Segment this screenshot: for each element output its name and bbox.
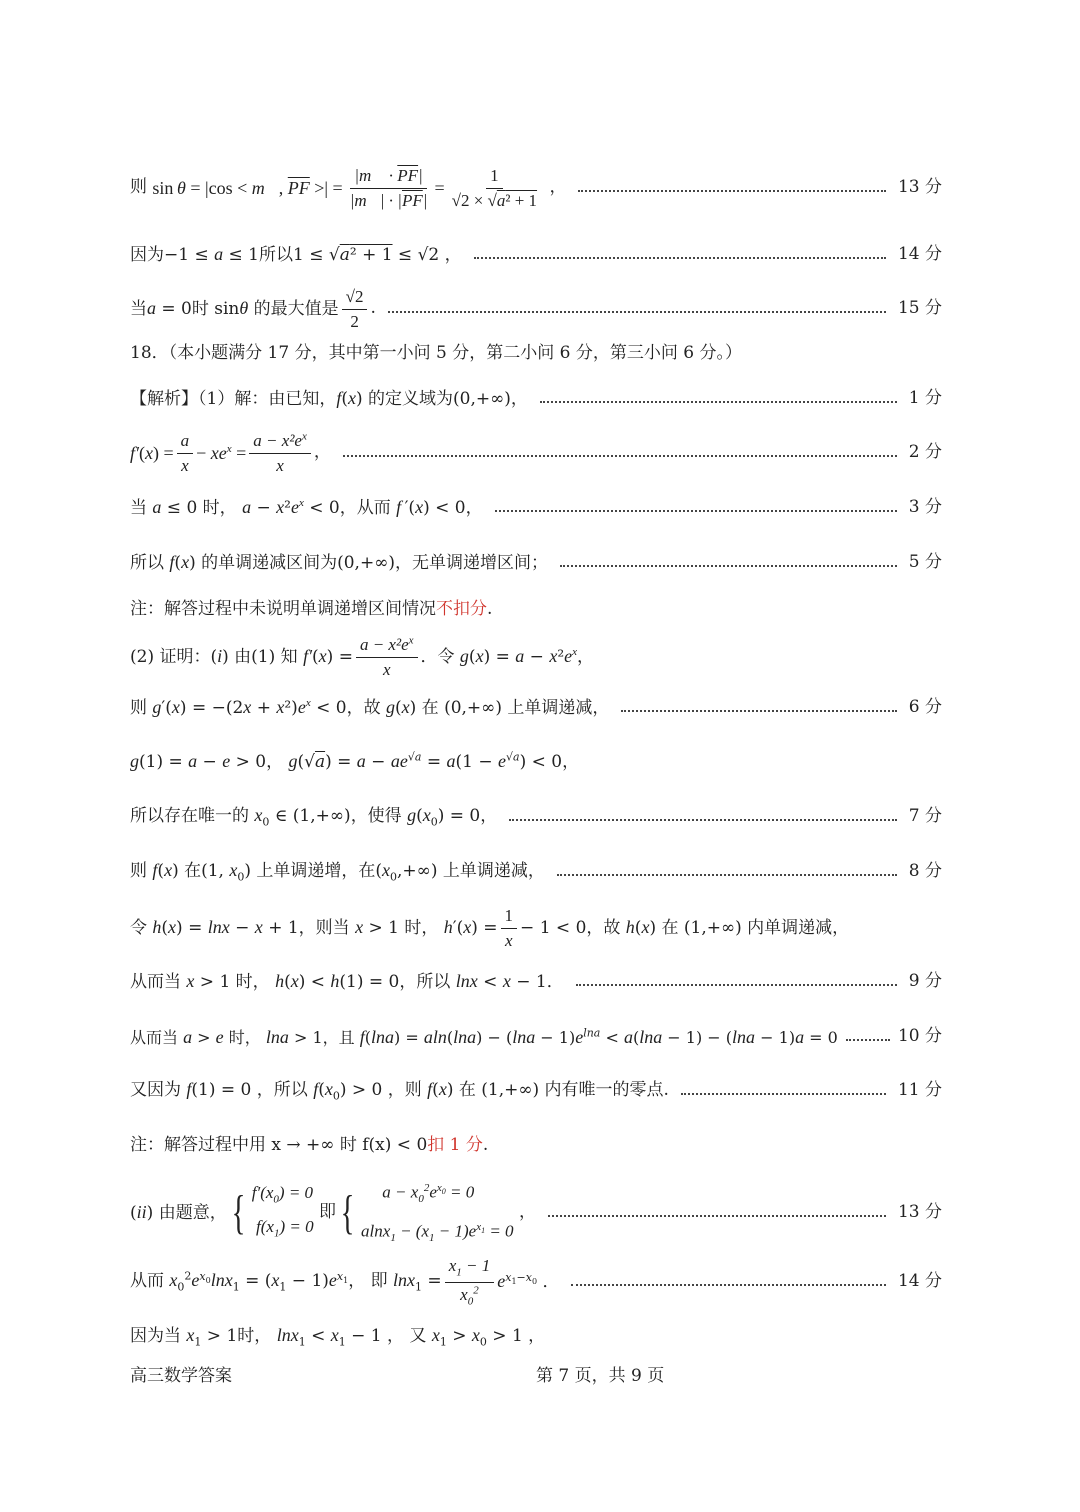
solution-line-6: 则 $g'(x) = -(2x + x^2)e^x < 0$，故 g(x) 在 (0,+∞) 上单调递减， 6 分 (130, 697, 942, 719)
solution-line-8: 则 f(x) 在(1, $x_0$) 上单调递增，在$(x_0,+\infty)$ 上单调递减， 8 分 (130, 860, 942, 884)
dot-leader (540, 401, 897, 403)
dot-leader (548, 1215, 886, 1217)
dot-leader (846, 1039, 890, 1041)
note-line-1: 注：解答过程中未说明单调递增区间情况 不扣分 . (130, 599, 493, 620)
solution-line-14b: 从而 $x_0^2e^{x_0}\ln x_1 = (x_1 - 1)e^{x_1}$， 即 lnx$_1$ = $\frac{x_1 - 1}{x_0^2}$ $e^{x_1-x_0}$ ． 14 分 (130, 1256, 942, 1307)
score: 14 分 (897, 1271, 942, 1292)
score: 10 分 (897, 1026, 942, 1047)
solution-line-13b: (ii) 由题意， { $f'(x_0) = 0$ $f(x_1) = 0$ 即 { $a - x_0^2e^{x_0} = 0$ $alnx_1 - (x_1 - 1)e^{x_1} = 0$ ， 13 分 (130, 1180, 942, 1246)
dot-leader (474, 257, 886, 259)
note-text: 注：解答过程中用 x → +∞ 时 f(x) < 0 (130, 1135, 428, 1156)
note-penalty: 不扣分 (436, 599, 487, 620)
score: 11 分 (897, 1080, 942, 1101)
proof-line-last: 因为当 $x_1 > 1$时， $\ln x_1 < x_1 - 1$ ， 又 $x_1 > x_0 > 1$ ， (130, 1325, 546, 1349)
system-2: { $a - x_0^2e^{x_0} = 0$ $alnx_1 - (x_1 - 1)e^{x_1} = 0$ (340, 1181, 514, 1245)
dot-leader (388, 311, 886, 313)
dot-leader (681, 1093, 886, 1095)
score: 14 分 (897, 244, 942, 265)
dot-leader (343, 455, 897, 457)
score: 13 分 (897, 177, 942, 198)
score: 9 分 (908, 971, 942, 992)
dot-leader (576, 984, 897, 986)
solution-line-14: 因为−1 ≤ a ≤ 1所以1 ≤ √a² + 1 ≤ √2 ， 14 分 (130, 244, 942, 266)
score: 5 分 (908, 552, 942, 573)
proof-line-g-values: g(1) = a − e > 0， $g(√a) = a - ae^{√a} = a(1 - e^{√a}) < 0$， (130, 750, 580, 773)
solution-line-3: 当 a ≤ 0 时， $a - x^2e^x < 0$，从而 f ′(x) < 0， 3 分 (130, 497, 942, 519)
dot-leader (560, 565, 897, 567)
dot-leader (509, 819, 897, 821)
solution-line-1: 【解析】（1）解：由已知，f(x) 的定义域为(0,+∞)， 1 分 (130, 388, 942, 410)
solution-line-13 (130, 160, 942, 216)
dot-leader (578, 190, 886, 192)
score: 3 分 (908, 497, 942, 518)
dot-leader (495, 510, 897, 512)
solution-line-2: f′ ( x ) = $\frac{a}{x}$ − $xe^x$ = $\frac{a - x^2e^x}{x}$ ， 2 分 (130, 430, 942, 475)
score: 13 分 (897, 1202, 942, 1223)
solution-line-7: 所以存在唯一的 $x_0$ ∈ (1,+∞)，使得 $g(x_0) = 0$， 7 分 (130, 805, 942, 829)
solution-line-10: 从而当 a > e 时， lna > 1，且 $f(\ln a) = aln(\ln a) - (\ln a - 1)e^{lna} < a(\ln a - 1) - (\ln a - 1)a = 0$ 10 分 (130, 1026, 942, 1047)
solution-line-15: 当a = 0时 sinθ 的最大值是 $\frac{√2}{2}$ . 15 分 (130, 287, 942, 331)
dot-leader (571, 1284, 885, 1286)
score: 2 分 (908, 442, 942, 463)
system-1: { $f'(x_0) = 0$ $f(x_1) = 0$ (231, 1182, 314, 1240)
solution-line-5: 所以 f(x) 的单调递减区间为(0,+∞)，无单调递增区间； 5 分 (130, 552, 942, 574)
proof-part-i-start: (2) 证明：(i) 由(1) 知 f′(x) = $\frac{a - x^2e^x}{x}$ ．令 $g(x) = a - x^2e^x$， (130, 634, 595, 679)
score: 7 分 (908, 806, 942, 827)
note-text: 注：解答过程中未说明单调递增区间情况 (130, 599, 436, 620)
note-line-2: 注：解答过程中用 x → +∞ 时 f(x) < 0 扣 1 分 . (130, 1135, 489, 1156)
footer-page-number: 第 7 页，共 9 页 (536, 1366, 665, 1386)
dot-leader (621, 710, 896, 712)
score: 8 分 (908, 861, 942, 882)
footer-subject: 高三数学答案 (130, 1366, 232, 1386)
problem-18-header (130, 340, 942, 368)
score: 6 分 (908, 697, 942, 718)
problem-header-text: 18．（本小题满分 17 分，其中第一小问 5 分，第二小问 6 分，第三小问 6 分。） (130, 343, 742, 364)
solution-line-9: 从而当 x > 1 时， h(x) < h(1) = 0，所以 lnx < x − 1． 9 分 (130, 971, 942, 993)
line-text: 则 (130, 177, 153, 198)
score: 1 分 (908, 388, 942, 409)
proof-line-h: 令 h(x) = lnx − x + 1，则当 x > 1 时， h′(x) = $\frac{1}{x}$ − 1 < 0，故 h(x) 在 (1,+∞) 内单调递减， (130, 906, 850, 950)
line-content: 则 sin θ = |cos < m⃗ , $\overline{PF}$ >| = $\frac{|m⃗ \cdot \overline{PF}|}{|m⃗| \cdot |\overline{PF}|}$ = $\frac{1}{\text{√2 × √a² + 1}}$ ， (130, 166, 567, 210)
dot-leader (557, 874, 897, 876)
note-penalty: 扣 1 分 (427, 1135, 483, 1156)
score: 15 分 (897, 298, 942, 319)
solution-line-11: 又因为 f(1) = 0 ，所以 $f(x_0) > 0$ ，则 f(x) 在 (1,+∞) 内有唯一的零点. 11 分 (130, 1079, 942, 1103)
